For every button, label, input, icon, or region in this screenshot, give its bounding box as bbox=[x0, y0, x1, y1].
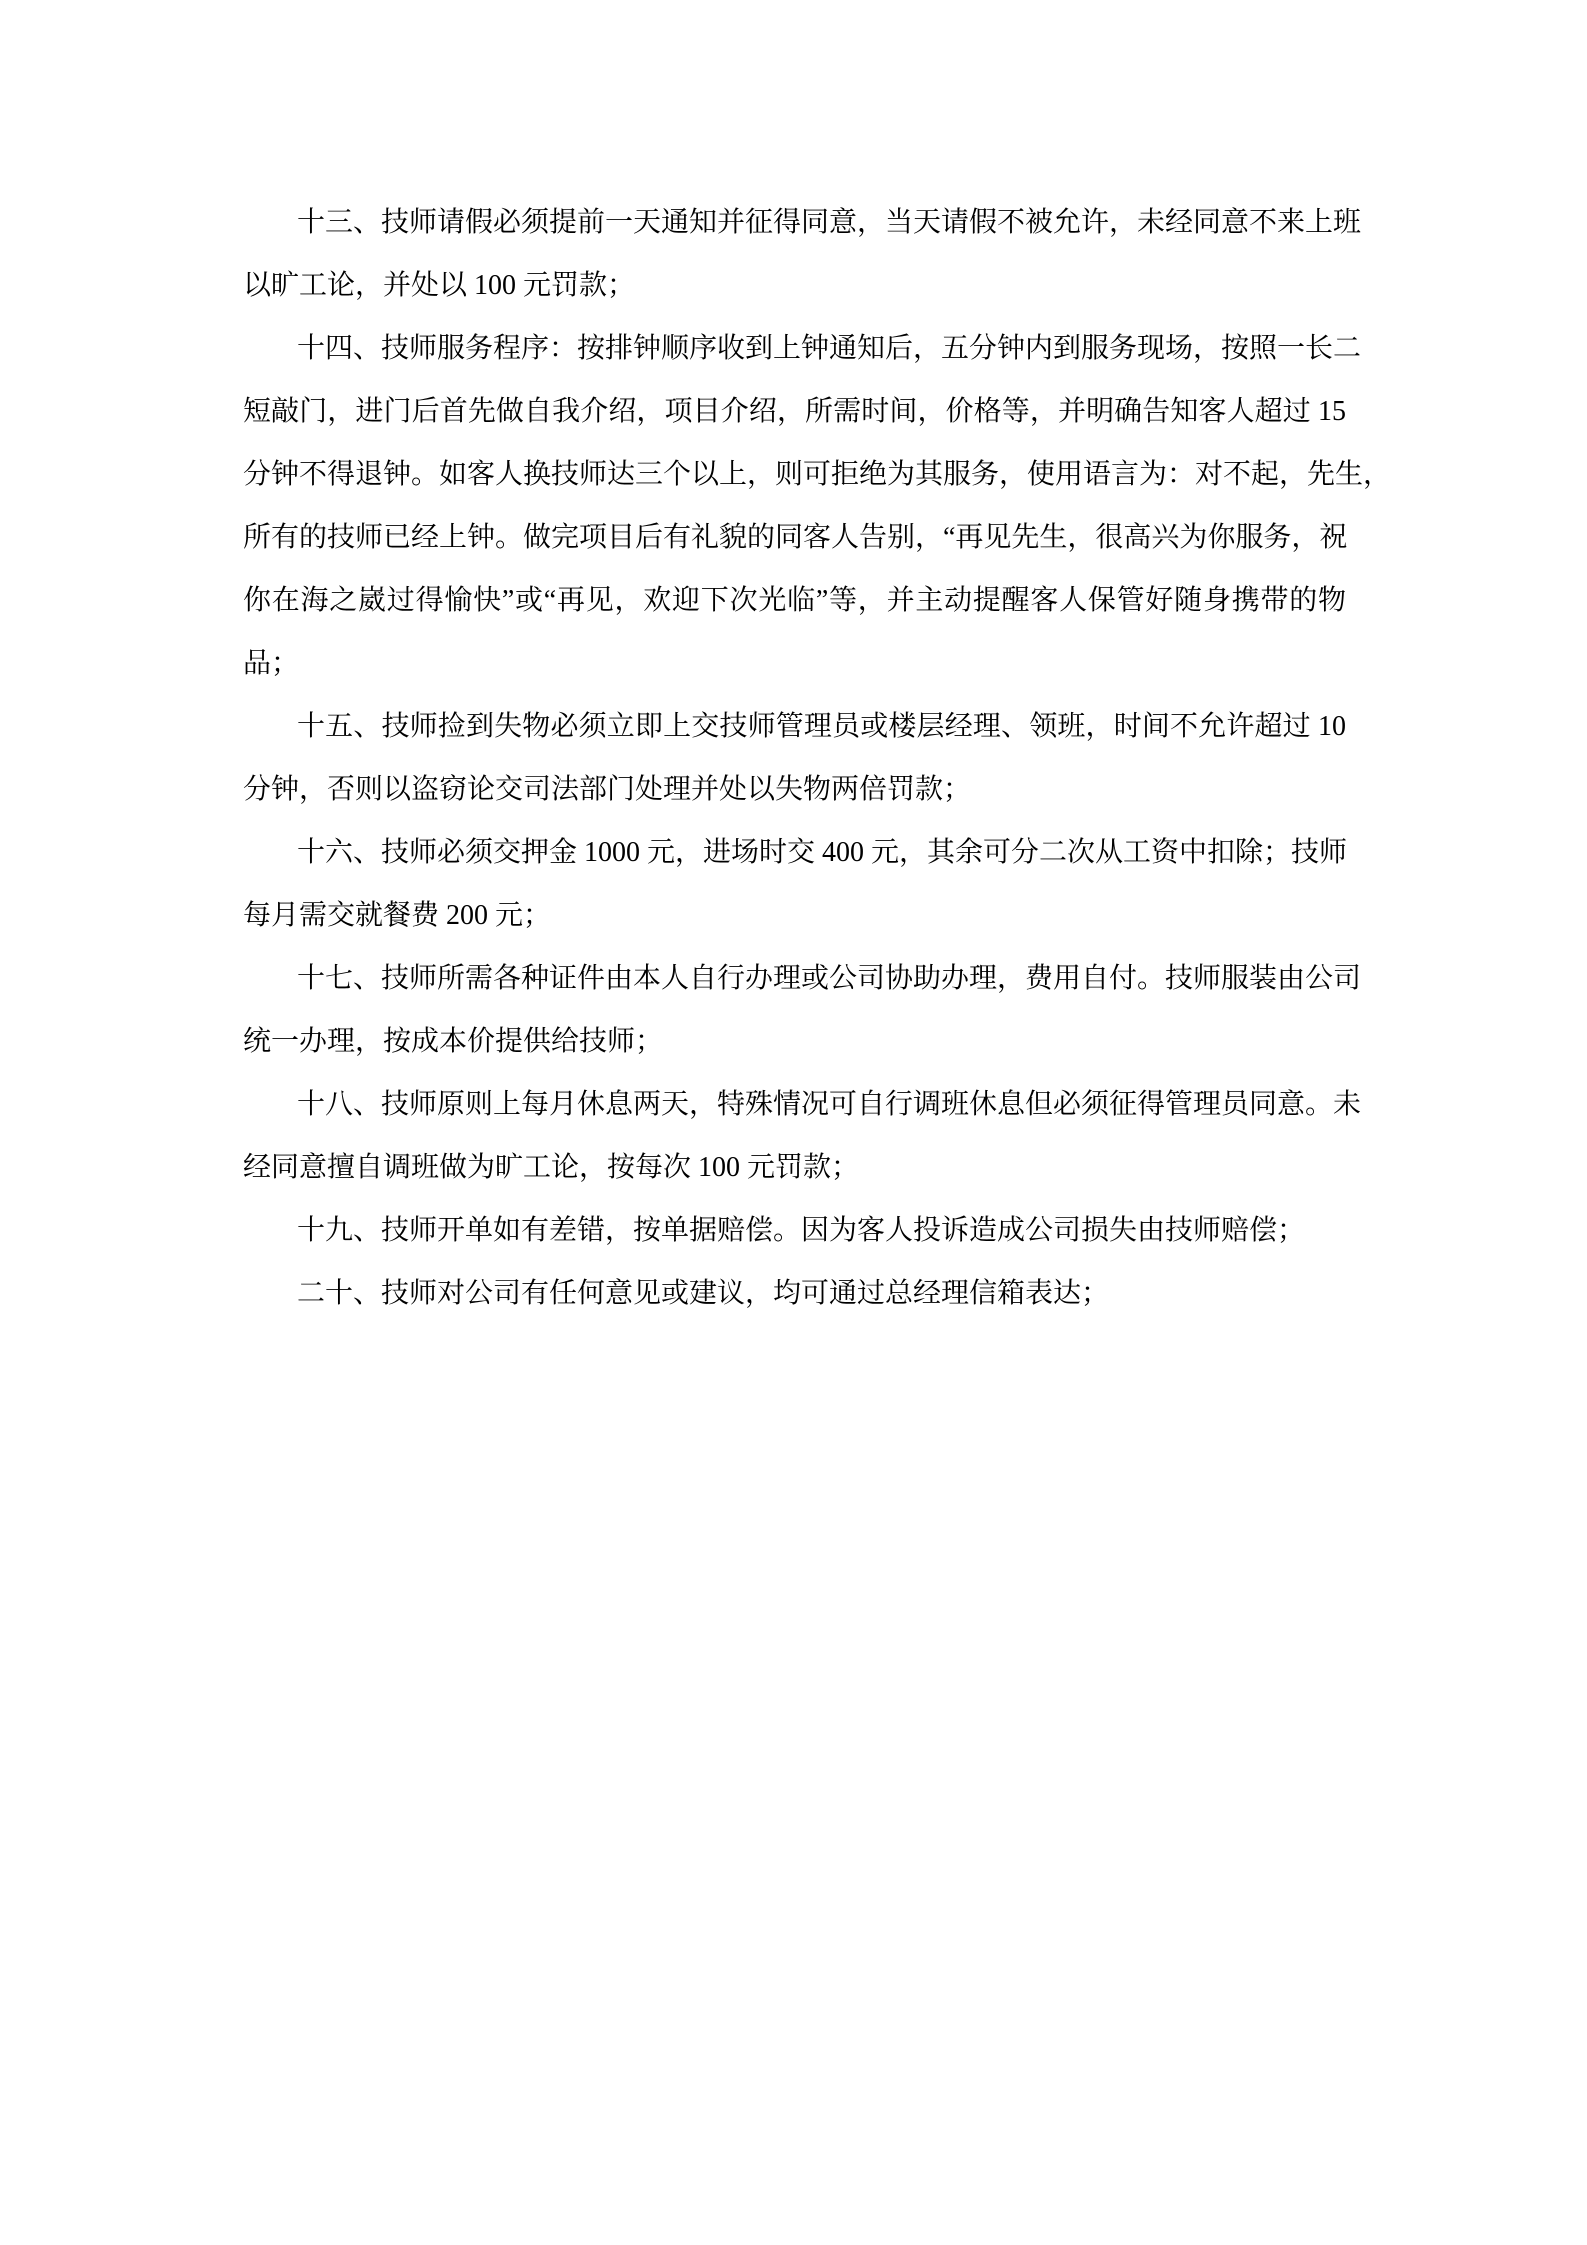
text-line: 以旷工论，并处以 100 元罚款； bbox=[243, 270, 636, 301]
text-line: 分钟，否则以盗窃论交司法部门处理并处以失物两倍罚款； bbox=[243, 774, 972, 805]
text-line: 品； bbox=[243, 648, 300, 679]
document-body bbox=[243, 191, 1392, 1325]
rule-paragraph-20 bbox=[243, 1262, 1346, 1325]
text-line: 所有的技师已经上钟。做完项目后有礼貌的同客人告别，“再见先生，很高兴为你服务，祝 bbox=[243, 522, 1348, 553]
rule-paragraph-13 bbox=[243, 191, 1362, 317]
text-line: 统一办理，按成本价提供给技师； bbox=[243, 1026, 664, 1057]
text-line: 十七、技师所需各种证件由本人自行办理或公司协助办理，费用自付。技师服装由公司 bbox=[297, 963, 1362, 994]
text-line: 十五、技师捡到失物必须立即上交技师管理员或楼层经理、领班，时间不允许超过 10 bbox=[297, 711, 1346, 742]
text-line: 十八、技师原则上每月休息两天，特殊情况可自行调班休息但必须征得管理员同意。未 bbox=[297, 1089, 1362, 1120]
rule-paragraph-18 bbox=[243, 1073, 1362, 1199]
rule-paragraph-15 bbox=[243, 695, 1346, 821]
text-line: 分钟不得退钟。如客人换技师达三个以上，则可拒绝为其服务，使用语言为：对不起，先生， bbox=[243, 459, 1392, 490]
rule-paragraph-19 bbox=[243, 1199, 1346, 1262]
text-line: 十四、技师服务程序：按排钟顺序收到上钟通知后，五分钟内到服务现场，按照一长二 bbox=[297, 333, 1362, 364]
text-line: 短敲门，进门后首先做自我介绍，项目介绍，所需时间，价格等，并明确告知客人超过 15 bbox=[243, 396, 1346, 427]
rule-paragraph-16 bbox=[243, 821, 1346, 947]
text-line: 十九、技师开单如有差错，按单据赔偿。因为客人投诉造成公司损失由技师赔偿； bbox=[297, 1215, 1306, 1246]
rule-paragraph-17 bbox=[243, 947, 1362, 1073]
text-line: 经同意擅自调班做为旷工论，按每次 100 元罚款； bbox=[243, 1152, 860, 1183]
rule-paragraph-14 bbox=[243, 317, 1392, 695]
text-line: 你在海之崴过得愉快”或“再见，欢迎下次光临”等，并主动提醒客人保管好随身携带的物 bbox=[243, 585, 1346, 616]
text-line: 二十、技师对公司有任何意见或建议，均可通过总经理信箱表达； bbox=[297, 1278, 1110, 1309]
text-line: 每月需交就餐费 200 元； bbox=[243, 900, 552, 931]
text-line: 十三、技师请假必须提前一天通知并征得同意，当天请假不被允许，未经同意不来上班 bbox=[297, 207, 1362, 238]
text-line: 十六、技师必须交押金 1000 元，进场时交 400 元，其余可分二次从工资中扣除；技师 bbox=[297, 837, 1348, 868]
